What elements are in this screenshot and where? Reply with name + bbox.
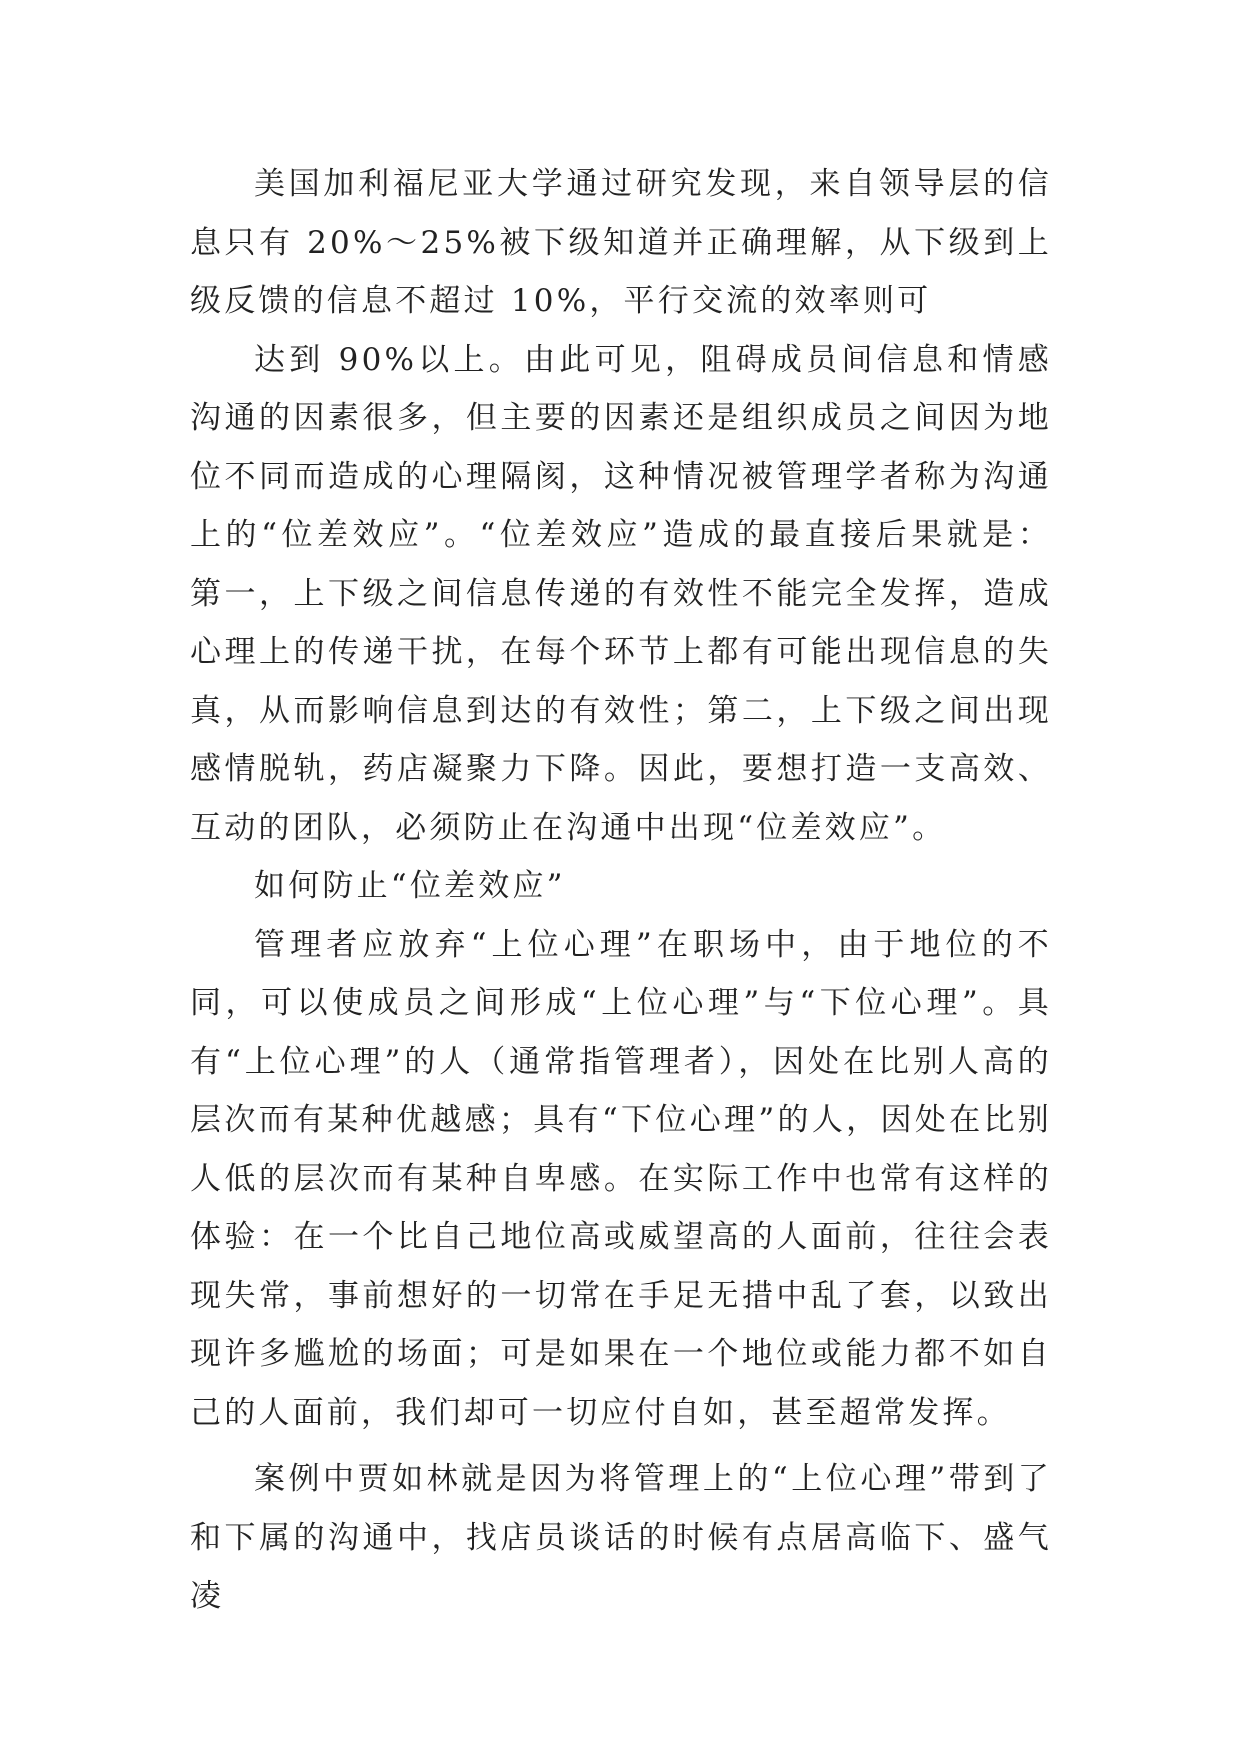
paragraph-position-effect: 达到 90%以上。由此可见，阻碍成员间信息和情感沟通的因素很多，但主要的因素还是组织成员之间因为地位不同而造成的心理隔阂，这种情况被管理学者称为沟通上的“位差效应”。“位差效应”造成的最直接后果就是：第一，上下级之间信息传递的有效性不能完全发挥，造成心理上的传递干扰，在每个环节上都有可能出现信息的失真，从而影响信息到达的有效性；第二，上下级之间出现感情脱轨，药店凝聚力下降。因此，要想打造一支高效、互动的团队，必须防止在沟通中出现“位差效应”。 <box>190 341 1052 846</box>
paragraph-case-example: 案例中贾如林就是因为将管理上的“上位心理”带到了和下属的沟通中，找店员谈话的时候有点居高临下、盛气凌 <box>190 1461 1052 1614</box>
document-body <box>190 155 1052 1626</box>
section-heading-prevent-effect: 如何防止“位差效应” <box>254 868 566 904</box>
paragraph-superior-mentality: 管理者应放弃“上位心理”在职场中，由于地位的不同，可以使成员之间形成“上位心理”与“下位心理”。具有“上位心理”的人（通常指管理者），因处在比别人高的层次而有某种优越感；具有“下位心理”的人，因处在比别人低的层次而有某种自卑感。在实际工作中也常有这样的体验：在一个比自己地位高或威望高的人面前，往往会表现失常，事前想好的一切常在手足无措中乱了套，以致出现许多尴尬的场面；可是如果在一个地位或能力都不如自己的人面前，我们却可一切应付自如，甚至超常发挥。 <box>190 926 1052 1431</box>
paragraph-research-finding: 美国加利福尼亚大学通过研究发现，来自领导层的信息只有 20%～25%被下级知道并正确理解，从下级到上级反馈的信息不超过 10%，平行交流的效率则可 <box>190 166 1052 319</box>
